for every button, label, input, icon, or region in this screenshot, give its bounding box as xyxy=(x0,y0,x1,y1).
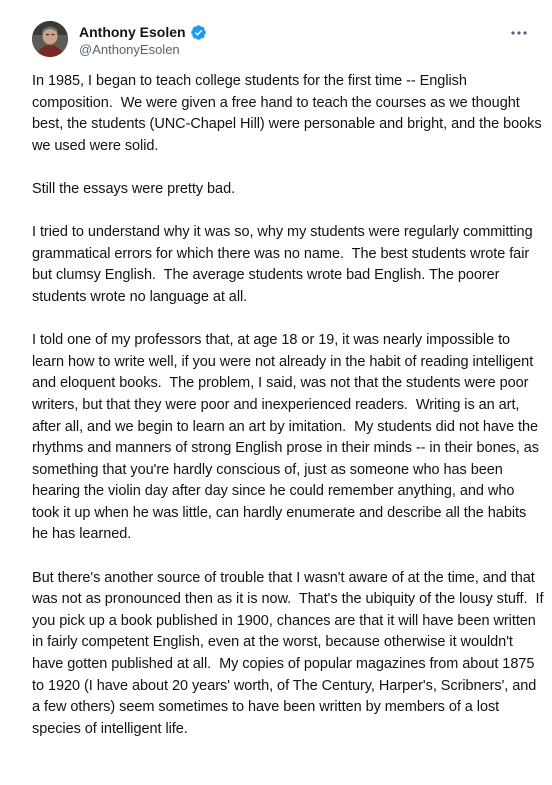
tweet-paragraph: In 1985, I began to teach college students for the first time -- English composition. We were given a free hand to teach the courses as we thought best, the students (UNC-Chapel Hill) were personable and bright, and the books we used were solid. xyxy=(32,73,546,154)
author-avatar[interactable] xyxy=(32,21,68,57)
tweet-paragraph: I tried to understand why it was so, why my students were regularly committing grammatical errors for which there was no name. The best students wrote fair but clumsy English. The average students wrote bad English. The poorer students wrote no language at all. xyxy=(32,224,537,305)
author-display-name[interactable]: Anthony Esolen xyxy=(79,24,186,40)
tweet-text xyxy=(32,71,548,762)
more-options-icon[interactable] xyxy=(508,23,530,43)
verified-badge-icon xyxy=(190,24,207,41)
author-handle[interactable]: @AnthonyEsolen xyxy=(79,42,180,57)
tweet-paragraph: But there's another source of trouble that I wasn't aware of at the time, and that was not as pronounced then as it is now. That's the ubiquity of the lousy stuff. If you pick up a book published in 1900, chances are that it will have been written in fairly competent English, even at the worst, because otherwise it wouldn't have gotten published at all. My copies of popular magazines from about 1875 to 1920 (I have about 20 years' worth, of The Century, Harper's, Scribners', and a few others) seem sometimes to have been written by members of a lost species of intelligent life. xyxy=(32,569,548,737)
author-name-row xyxy=(79,23,207,41)
tweet-header xyxy=(32,21,544,61)
tweet-paragraph: I told one of my professors that, at age 18 or 19, it was nearly impossible to learn how to write well, if you were not already in the habit of reading intelligent and eloquent books. The problem, I said, was not that the students were poor writers, but that they were poor and inexperienced readers. Writing is an art, after all, and we begin to learn an art by imitation. My students did not have the rhythms and manners of strong English prose in their minds -- in their bones, as something that you're hardly conscious of, just as someone who has been hearing the violin day after day since he could remember anything, and who took it up when he was little, can hardly enumerate and describe all the habits he has learned. xyxy=(32,332,543,543)
avatar-image xyxy=(32,21,68,57)
tweet-paragraph: Still the essays were pretty bad. xyxy=(32,180,236,197)
